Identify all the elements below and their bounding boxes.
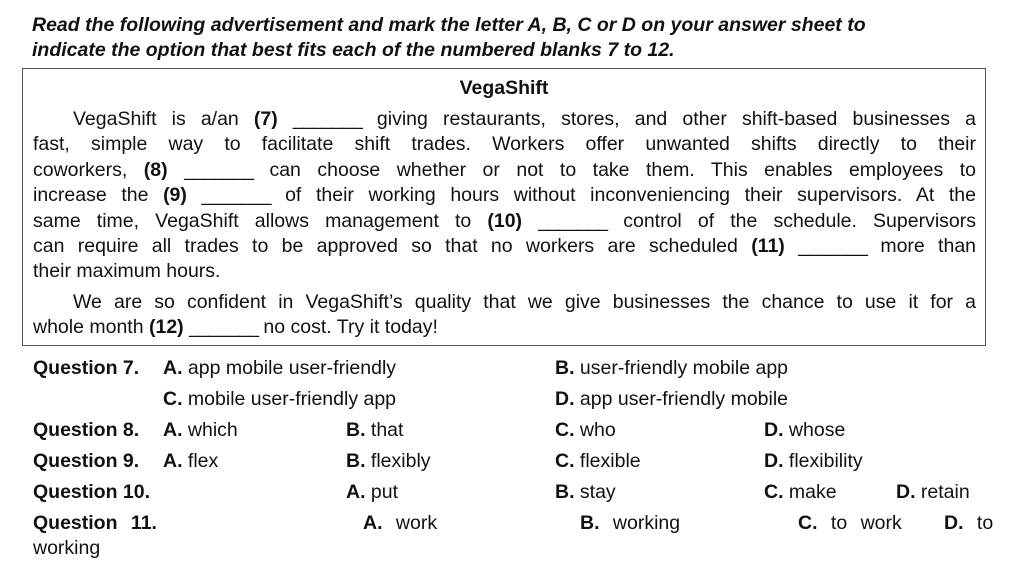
paragraph-line: increase the (9) _______ of their working hours without inconveniencing their supervisors. At the [33, 184, 976, 207]
blank-number-12: (12) [148, 316, 184, 339]
instructions-line-2: indicate the option that best fits each of the numbered blanks 7 to 12. [32, 39, 675, 61]
question-7-option-b[interactable]: B. user-friendly mobile app [555, 357, 789, 379]
blank-11: _______ [798, 235, 868, 258]
paragraph-line: coworkers, (8) _______ can choose whether or not to take them. This enables employees to [33, 158, 976, 181]
question-9-option-b[interactable]: B. flexibly [346, 450, 431, 472]
passage-box [22, 68, 986, 346]
question-7-option-a[interactable]: A. app mobile user-friendly [163, 357, 397, 379]
paragraph-line: whole month (12) _______ no cost. Try it today! [33, 316, 438, 339]
question-9-label: Question 9. [33, 450, 140, 472]
question-8-option-d[interactable]: D. whose [764, 419, 846, 441]
paragraph-line: VegaShift is a/an (7) _______ giving restaurants, stores, and other shift-based businesses a [73, 108, 976, 130]
paragraph-1 [33, 107, 976, 285]
question-9-option-c[interactable]: C. flexible [555, 450, 641, 472]
passage-title: VegaShift [459, 77, 549, 99]
paragraph-line: their maximum hours. [33, 260, 221, 283]
paragraph-line: can require all trades to be approved so that no workers are scheduled (11) _______ more than [33, 235, 977, 258]
question-11-option-d-continued: working [33, 537, 101, 559]
question-10-label: Question 10. [33, 481, 151, 503]
blank-number-11: (11) [751, 235, 785, 258]
blank-10: _______ [538, 209, 608, 232]
blank-number-9: (9) [163, 184, 187, 207]
paragraph-line: fast, simple way to facilitate shift trades. Workers offer unwanted shifts directly to their [33, 133, 976, 156]
question-9-option-d[interactable]: D. flexibility [764, 450, 863, 472]
blank-number-7: (7) [253, 108, 278, 130]
blank-12: _______ [189, 316, 259, 339]
question-11-label: Question 11. [33, 512, 157, 534]
instructions-line-1: Read the following advertisement and mark the letter A, B, C or D on your answer sheet to [32, 14, 866, 36]
blank-number-10: (10) [487, 209, 523, 232]
question-10-option-d[interactable]: D. retain [896, 481, 970, 503]
blank-number-8: (8) [143, 158, 168, 181]
blank-8: _______ [184, 158, 253, 181]
question-10-option-c[interactable]: C. make [764, 481, 837, 503]
blank-9: _______ [201, 184, 271, 207]
question-11-option-d[interactable]: D. to [944, 512, 994, 534]
question-7-option-d[interactable]: D. app user-friendly mobile [555, 388, 789, 410]
question-11-option-a[interactable]: A. work [363, 512, 438, 534]
question-7-option-c[interactable]: C. mobile user-friendly app [163, 388, 397, 410]
question-11-option-b[interactable]: B. working [580, 512, 681, 534]
question-7-label: Question 7. [33, 357, 140, 379]
question-10-option-a[interactable]: A. put [346, 481, 399, 503]
question-8-option-b[interactable]: B. that [346, 419, 404, 441]
question-9-option-a[interactable]: A. flex [163, 450, 219, 472]
question-10-option-b[interactable]: B. stay [555, 481, 616, 503]
question-8-label: Question 8. [33, 419, 140, 441]
paragraph-2 [33, 290, 976, 341]
question-8-option-a[interactable]: A. which [163, 419, 238, 441]
instructions [32, 13, 1007, 63]
paragraph-line: We are so confident in VegaShift’s quality that we give businesses the chance to use it for a [73, 291, 976, 313]
paragraph-line: same time, VegaShift allows management to (10) _______ control of the schedule. Supervisors [33, 209, 977, 232]
question-8-option-c[interactable]: C. who [555, 419, 616, 441]
question-11-option-c[interactable]: C. to work [798, 512, 902, 534]
blank-7: _______ [292, 108, 362, 130]
